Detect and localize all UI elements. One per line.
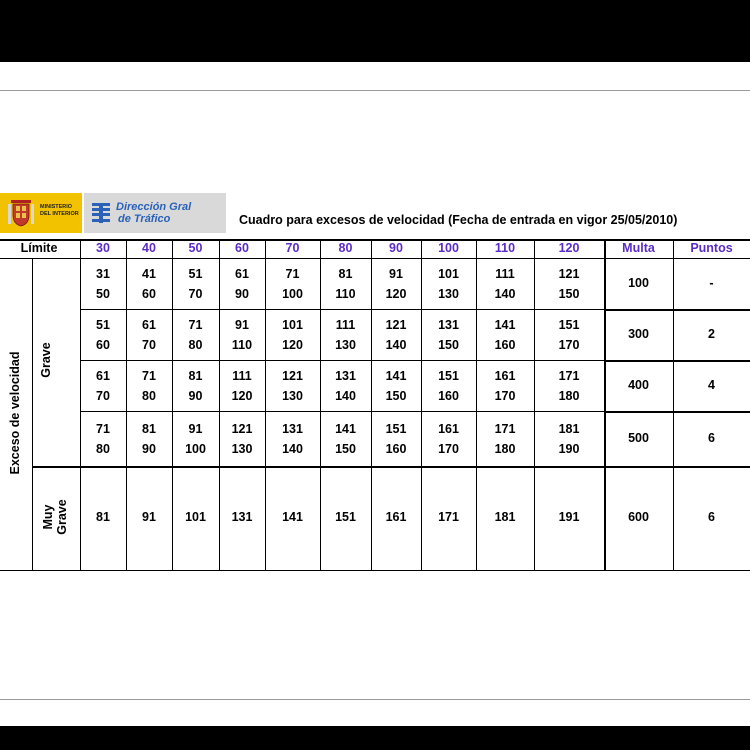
range-cell xyxy=(126,315,172,355)
range-to: 90 xyxy=(188,388,203,403)
range-to: 70 xyxy=(188,286,203,301)
ministerio-text xyxy=(40,204,79,217)
range-to: 150 xyxy=(558,286,580,301)
range-to: 190 xyxy=(558,441,580,456)
range-from: 61 xyxy=(235,266,249,281)
range-from: 171 xyxy=(494,421,516,436)
range-from: 141 xyxy=(494,317,516,332)
multa-header: Multa xyxy=(622,241,655,255)
muy-grave-value: 81 xyxy=(96,510,110,524)
range-to: 150 xyxy=(438,337,459,352)
muy-label: Muy xyxy=(41,504,55,530)
muy-grave-value: 181 xyxy=(494,510,516,524)
range-cell xyxy=(421,315,476,355)
dgt-logo xyxy=(84,193,226,233)
row-separator-right xyxy=(604,309,750,311)
muy-grave-value: 191 xyxy=(558,510,580,524)
range-cell xyxy=(371,366,421,406)
range-to: 160 xyxy=(494,337,516,352)
range-to: 100 xyxy=(185,441,206,456)
multa-value: 100 xyxy=(628,275,649,290)
range-cell xyxy=(320,315,371,355)
range-from: 161 xyxy=(494,368,516,383)
range-from: 101 xyxy=(282,317,303,332)
range-from: 121 xyxy=(231,421,253,436)
range-from: 111 xyxy=(335,317,356,332)
range-cell xyxy=(172,315,219,355)
range-cell xyxy=(534,264,604,304)
range-cell xyxy=(371,419,421,459)
range-from: 141 xyxy=(385,368,407,383)
range-from: 131 xyxy=(335,368,356,383)
range-to: 80 xyxy=(188,337,203,352)
range-to: 110 xyxy=(231,337,253,352)
header-bottom-border xyxy=(0,258,750,259)
limit-header-100: 100 xyxy=(438,241,459,255)
range-from: 111 xyxy=(232,368,252,383)
range-cell xyxy=(126,264,172,304)
limit-header-40: 40 xyxy=(142,241,156,255)
range-to: 90 xyxy=(235,286,249,301)
header-logos xyxy=(0,193,226,233)
range-to: 70 xyxy=(142,337,156,352)
range-from: 101 xyxy=(438,266,459,281)
range-to: 140 xyxy=(494,286,516,301)
muy-grave-label xyxy=(41,487,69,547)
range-cell xyxy=(126,419,172,459)
range-cell xyxy=(476,315,534,355)
range-cell xyxy=(265,366,320,406)
range-from: 71 xyxy=(285,266,300,281)
range-cell xyxy=(421,366,476,406)
range-from: 151 xyxy=(385,421,407,436)
range-to: 120 xyxy=(282,337,303,352)
range-from: 141 xyxy=(335,421,356,436)
limite-header: Límite xyxy=(20,241,58,255)
range-cell xyxy=(126,366,172,406)
range-cell xyxy=(476,264,534,304)
range-to: 160 xyxy=(438,388,459,403)
muy-grave-value: 131 xyxy=(231,510,253,524)
range-from: 121 xyxy=(282,368,303,383)
limit-header-110: 110 xyxy=(494,241,516,255)
range-cell xyxy=(421,419,476,459)
range-from: 71 xyxy=(142,368,156,383)
range-to: 80 xyxy=(142,388,156,403)
range-cell xyxy=(219,264,265,304)
range-to: 130 xyxy=(231,441,253,456)
range-cell xyxy=(476,419,534,459)
range-cell xyxy=(219,366,265,406)
grave-label: Grave xyxy=(39,342,53,378)
muy-grave-value: 101 xyxy=(185,510,206,524)
range-from: 31 xyxy=(96,266,110,281)
limit-header-50: 50 xyxy=(188,241,203,255)
puntos-value: 4 xyxy=(708,377,715,392)
grave-bottom-border xyxy=(32,466,750,468)
range-from: 121 xyxy=(385,317,407,332)
puntos-value: 2 xyxy=(708,326,715,341)
range-from: 161 xyxy=(438,421,459,436)
range-cell xyxy=(265,419,320,459)
range-to: 80 xyxy=(96,441,110,456)
dgt-text xyxy=(116,201,191,225)
range-to: 140 xyxy=(385,337,407,352)
muy-grave-value: 91 xyxy=(142,510,156,524)
range-cell xyxy=(371,264,421,304)
limit-header-90: 90 xyxy=(389,241,403,255)
table-bottom-border xyxy=(0,570,750,571)
range-cell xyxy=(172,366,219,406)
muy-grave-value: 161 xyxy=(385,510,407,524)
multa-value: 400 xyxy=(628,377,649,392)
range-cell xyxy=(172,264,219,304)
range-from: 151 xyxy=(558,317,580,332)
grave-sub-label: Grave xyxy=(55,499,69,535)
range-from: 121 xyxy=(558,266,580,281)
top-divider xyxy=(0,90,750,91)
range-to: 110 xyxy=(335,286,356,301)
range-to: 170 xyxy=(494,388,516,403)
range-to: 60 xyxy=(142,286,156,301)
range-to: 70 xyxy=(96,388,110,403)
range-cell xyxy=(80,419,126,459)
puntos-header: Puntos xyxy=(690,241,733,255)
range-cell xyxy=(320,366,371,406)
range-to: 50 xyxy=(96,286,110,301)
row-separator-right xyxy=(604,411,750,413)
range-to: 130 xyxy=(438,286,459,301)
range-cell xyxy=(534,315,604,355)
bottom-divider xyxy=(0,699,750,700)
range-cell xyxy=(80,366,126,406)
row-separator xyxy=(80,411,604,412)
range-to: 140 xyxy=(282,441,303,456)
muy-grave-multa: 600 xyxy=(628,510,649,524)
row-separator xyxy=(80,360,604,361)
muy-grave-value: 141 xyxy=(282,510,303,524)
limit-header-80: 80 xyxy=(338,241,353,255)
range-from: 71 xyxy=(96,421,110,436)
side-column-border xyxy=(32,258,33,570)
range-to: 140 xyxy=(335,388,356,403)
row-separator xyxy=(80,309,604,310)
top-black-bar xyxy=(0,0,750,62)
range-cell xyxy=(80,264,126,304)
range-to: 160 xyxy=(385,441,407,456)
range-to: 130 xyxy=(282,388,303,403)
range-from: 91 xyxy=(188,421,203,436)
muy-grave-value: 151 xyxy=(335,510,356,524)
ministerio-line-1: MINISTERIO xyxy=(40,204,73,210)
range-cell xyxy=(371,315,421,355)
range-to: 100 xyxy=(282,286,303,301)
range-from: 91 xyxy=(389,266,403,281)
range-to: 180 xyxy=(494,441,516,456)
muy-grave-value: 171 xyxy=(438,510,459,524)
range-from: 61 xyxy=(96,368,110,383)
range-from: 171 xyxy=(558,368,580,383)
range-cell xyxy=(534,366,604,406)
range-from: 41 xyxy=(142,266,156,281)
range-from: 61 xyxy=(142,317,156,332)
range-cell xyxy=(219,315,265,355)
dgt-line-2: de Tráfico xyxy=(118,213,171,225)
limit-header-60: 60 xyxy=(235,241,249,255)
range-cell xyxy=(476,366,534,406)
exceso-velocidad-label: Exceso de velocidad xyxy=(8,351,22,475)
range-to: 170 xyxy=(438,441,459,456)
limit-header-70: 70 xyxy=(285,241,300,255)
range-cell xyxy=(421,264,476,304)
range-from: 111 xyxy=(495,266,515,281)
limit-header-30: 30 xyxy=(96,241,110,255)
muy-grave-puntos: 6 xyxy=(708,510,715,524)
dgt-mark-icon xyxy=(90,201,112,225)
range-cell xyxy=(320,264,371,304)
range-from: 51 xyxy=(188,266,203,281)
range-from: 181 xyxy=(558,421,580,436)
range-to: 150 xyxy=(335,441,356,456)
bottom-black-bar xyxy=(0,726,750,750)
range-cell xyxy=(534,419,604,459)
range-from: 81 xyxy=(142,421,156,436)
range-from: 131 xyxy=(438,317,459,332)
multa-value: 500 xyxy=(628,430,649,445)
puntos-value: - xyxy=(709,275,714,290)
range-to: 60 xyxy=(96,337,110,352)
range-cell xyxy=(172,419,219,459)
document-title: Cuadro para excesos de velocidad (Fecha de entrada en vigor 25/05/2010) xyxy=(239,213,678,227)
range-to: 180 xyxy=(558,388,580,403)
row-separator-right xyxy=(604,360,750,362)
multa-value: 300 xyxy=(628,326,649,341)
range-cell xyxy=(265,315,320,355)
ministerio-logo xyxy=(0,193,82,233)
range-from: 91 xyxy=(235,317,249,332)
range-to: 130 xyxy=(335,337,356,352)
range-from: 71 xyxy=(188,317,203,332)
limit-header-120: 120 xyxy=(558,241,580,255)
range-to: 120 xyxy=(385,286,407,301)
range-cell xyxy=(80,315,126,355)
coat-of-arms-icon xyxy=(8,198,34,227)
range-from: 81 xyxy=(338,266,353,281)
range-from: 51 xyxy=(96,317,110,332)
range-from: 151 xyxy=(438,368,459,383)
range-to: 150 xyxy=(385,388,407,403)
range-from: 81 xyxy=(188,368,203,383)
ministerio-line-2: DEL INTERIOR xyxy=(40,210,79,217)
range-cell xyxy=(320,419,371,459)
range-cell xyxy=(219,419,265,459)
range-cell xyxy=(265,264,320,304)
range-to: 90 xyxy=(142,441,156,456)
dgt-line-1: Dirección Gral xyxy=(116,201,192,213)
puntos-value: 6 xyxy=(708,430,715,445)
range-from: 131 xyxy=(282,421,303,436)
range-to: 170 xyxy=(558,337,580,352)
range-to: 120 xyxy=(231,388,253,403)
